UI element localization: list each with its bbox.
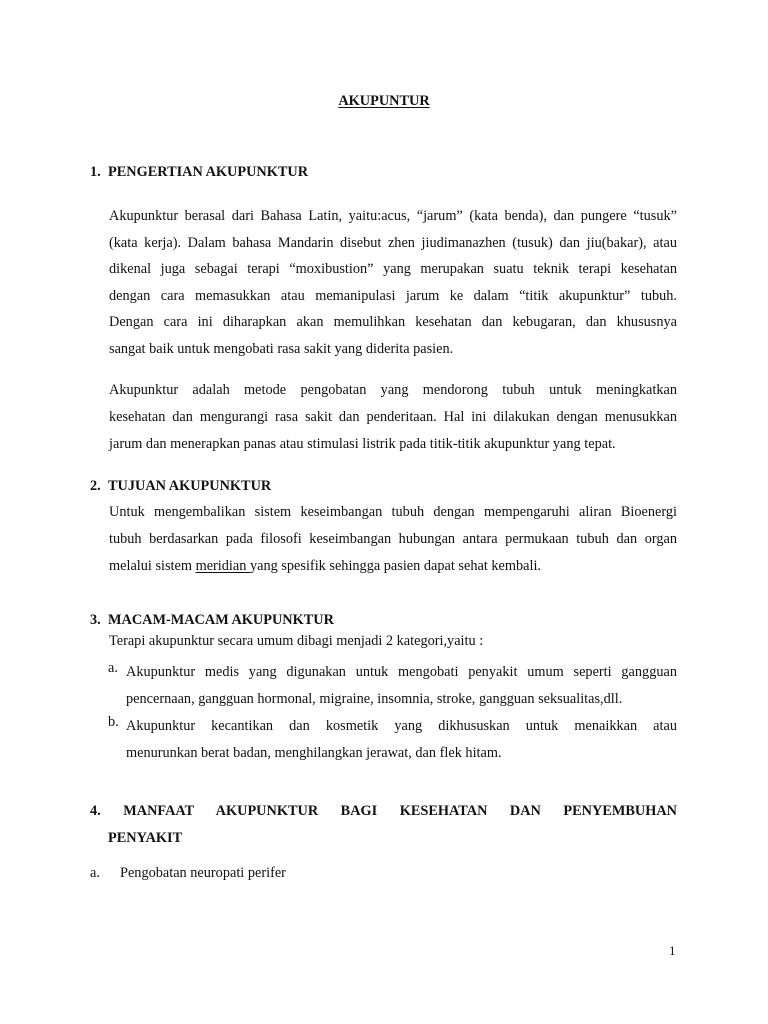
meridian-link[interactable]: meridian bbox=[195, 558, 250, 574]
section-4-heading-line-2: PENYAKIT bbox=[108, 830, 183, 846]
paragraph-line: Dengan cara ini diharapkan akan memulihkan kesehatan dan kebugaran, dan khususnya bbox=[109, 314, 677, 331]
section-1-heading: PENGERTIAN AKUPUNKTUR bbox=[108, 164, 309, 180]
section-4-number: 4. bbox=[90, 803, 101, 819]
paragraph-line: sangat baik untuk mengobati rasa sakit yang diderita pasien. bbox=[109, 340, 454, 357]
section-3-intro: Terapi akupunktur secara umum dibagi menjadi 2 kategori,yaitu : bbox=[109, 633, 484, 649]
list-item-line: pencernaan, gangguan hormonal, migraine, insomnia, stroke, gangguan seksualitas,dll. bbox=[126, 691, 623, 707]
section-2-number: 2. bbox=[90, 478, 101, 494]
list-item-b bbox=[126, 713, 677, 767]
section-3-heading: MACAM-MACAM AKUPUNKTUR bbox=[108, 612, 334, 628]
paragraph-line: tubuh berdasarkan pada filosofi keseimbangan hubungan antara permukaan tubuh dan organ bbox=[109, 531, 677, 547]
document-title: AKUPUNTUR bbox=[338, 93, 430, 109]
section-3-number: 3. bbox=[90, 612, 101, 628]
text-span: yang spesifik sehingga pasien dapat sehat kembali. bbox=[249, 558, 541, 574]
section-4-item-text: Pengobatan neuropati perifer bbox=[120, 865, 286, 881]
paragraph-line: kesehatan dan mengurangi rasa sakit dan penderitaan. Hal ini dilakukan dengan menusukkan bbox=[109, 409, 677, 425]
paragraph-line: jarum dan menerapkan panas atau stimulasi listrik pada titik-titik akupunktur yang tepat. bbox=[109, 436, 616, 452]
list-item-line: Akupunktur kecantikan dan kosmetik yang dikhususkan untuk menaikkan atau bbox=[126, 718, 677, 734]
section-1-number: 1. bbox=[90, 164, 101, 180]
section-1-paragraph-1 bbox=[109, 203, 677, 363]
section-4-item-marker: a. bbox=[90, 865, 100, 881]
list-marker-a: a. bbox=[108, 660, 118, 676]
section-2-paragraph bbox=[109, 499, 677, 580]
paragraph-line bbox=[109, 553, 677, 580]
list-marker-b: b. bbox=[108, 714, 119, 730]
paragraph-line: dikenal juga sebagai terapi “moxibustion” yang merupakan suatu teknik terapi kesehatan bbox=[109, 261, 677, 278]
list-item-line: Akupunktur medis yang digunakan untuk mengobati penyakit umum seperti gangguan bbox=[126, 664, 677, 680]
paragraph-line: Akupunktur adalah metode pengobatan yang mendorong tubuh untuk meningkatkan bbox=[109, 382, 677, 398]
page-number: 1 bbox=[669, 943, 676, 958]
text-span: melalui sistem bbox=[109, 558, 196, 574]
heading-text: MANFAAT AKUPUNKTUR BAGI KESEHATAN DAN PENYEMBUHAN bbox=[123, 803, 677, 819]
paragraph-line: Akupunktur berasal dari Bahasa Latin, yaitu:acus, “jarum” (kata benda), dan pungere “tusuk” bbox=[109, 208, 677, 224]
paragraph-line: dengan cara memasukkan atau memanipulasi jarum ke dalam “titik akupunktur” tubuh. bbox=[109, 287, 677, 304]
section-1-paragraph-2 bbox=[109, 377, 677, 458]
list-item-a bbox=[126, 659, 677, 713]
section-2-heading: TUJUAN AKUPUNKTUR bbox=[108, 478, 272, 494]
section-4-heading bbox=[90, 798, 677, 852]
paragraph-line: (kata kerja). Dalam bahasa Mandarin disebut zhen jiudimanazhen (tusuk) dan jiu(bakar), atau bbox=[109, 234, 677, 251]
paragraph-line: Untuk mengembalikan sistem keseimbangan tubuh dengan mempengaruhi aliran Bioenergi bbox=[109, 504, 677, 520]
section-4-heading-line-1 bbox=[90, 798, 677, 825]
list-item-line: menurunkan berat badan, menghilangkan jerawat, dan flek hitam. bbox=[126, 745, 502, 761]
